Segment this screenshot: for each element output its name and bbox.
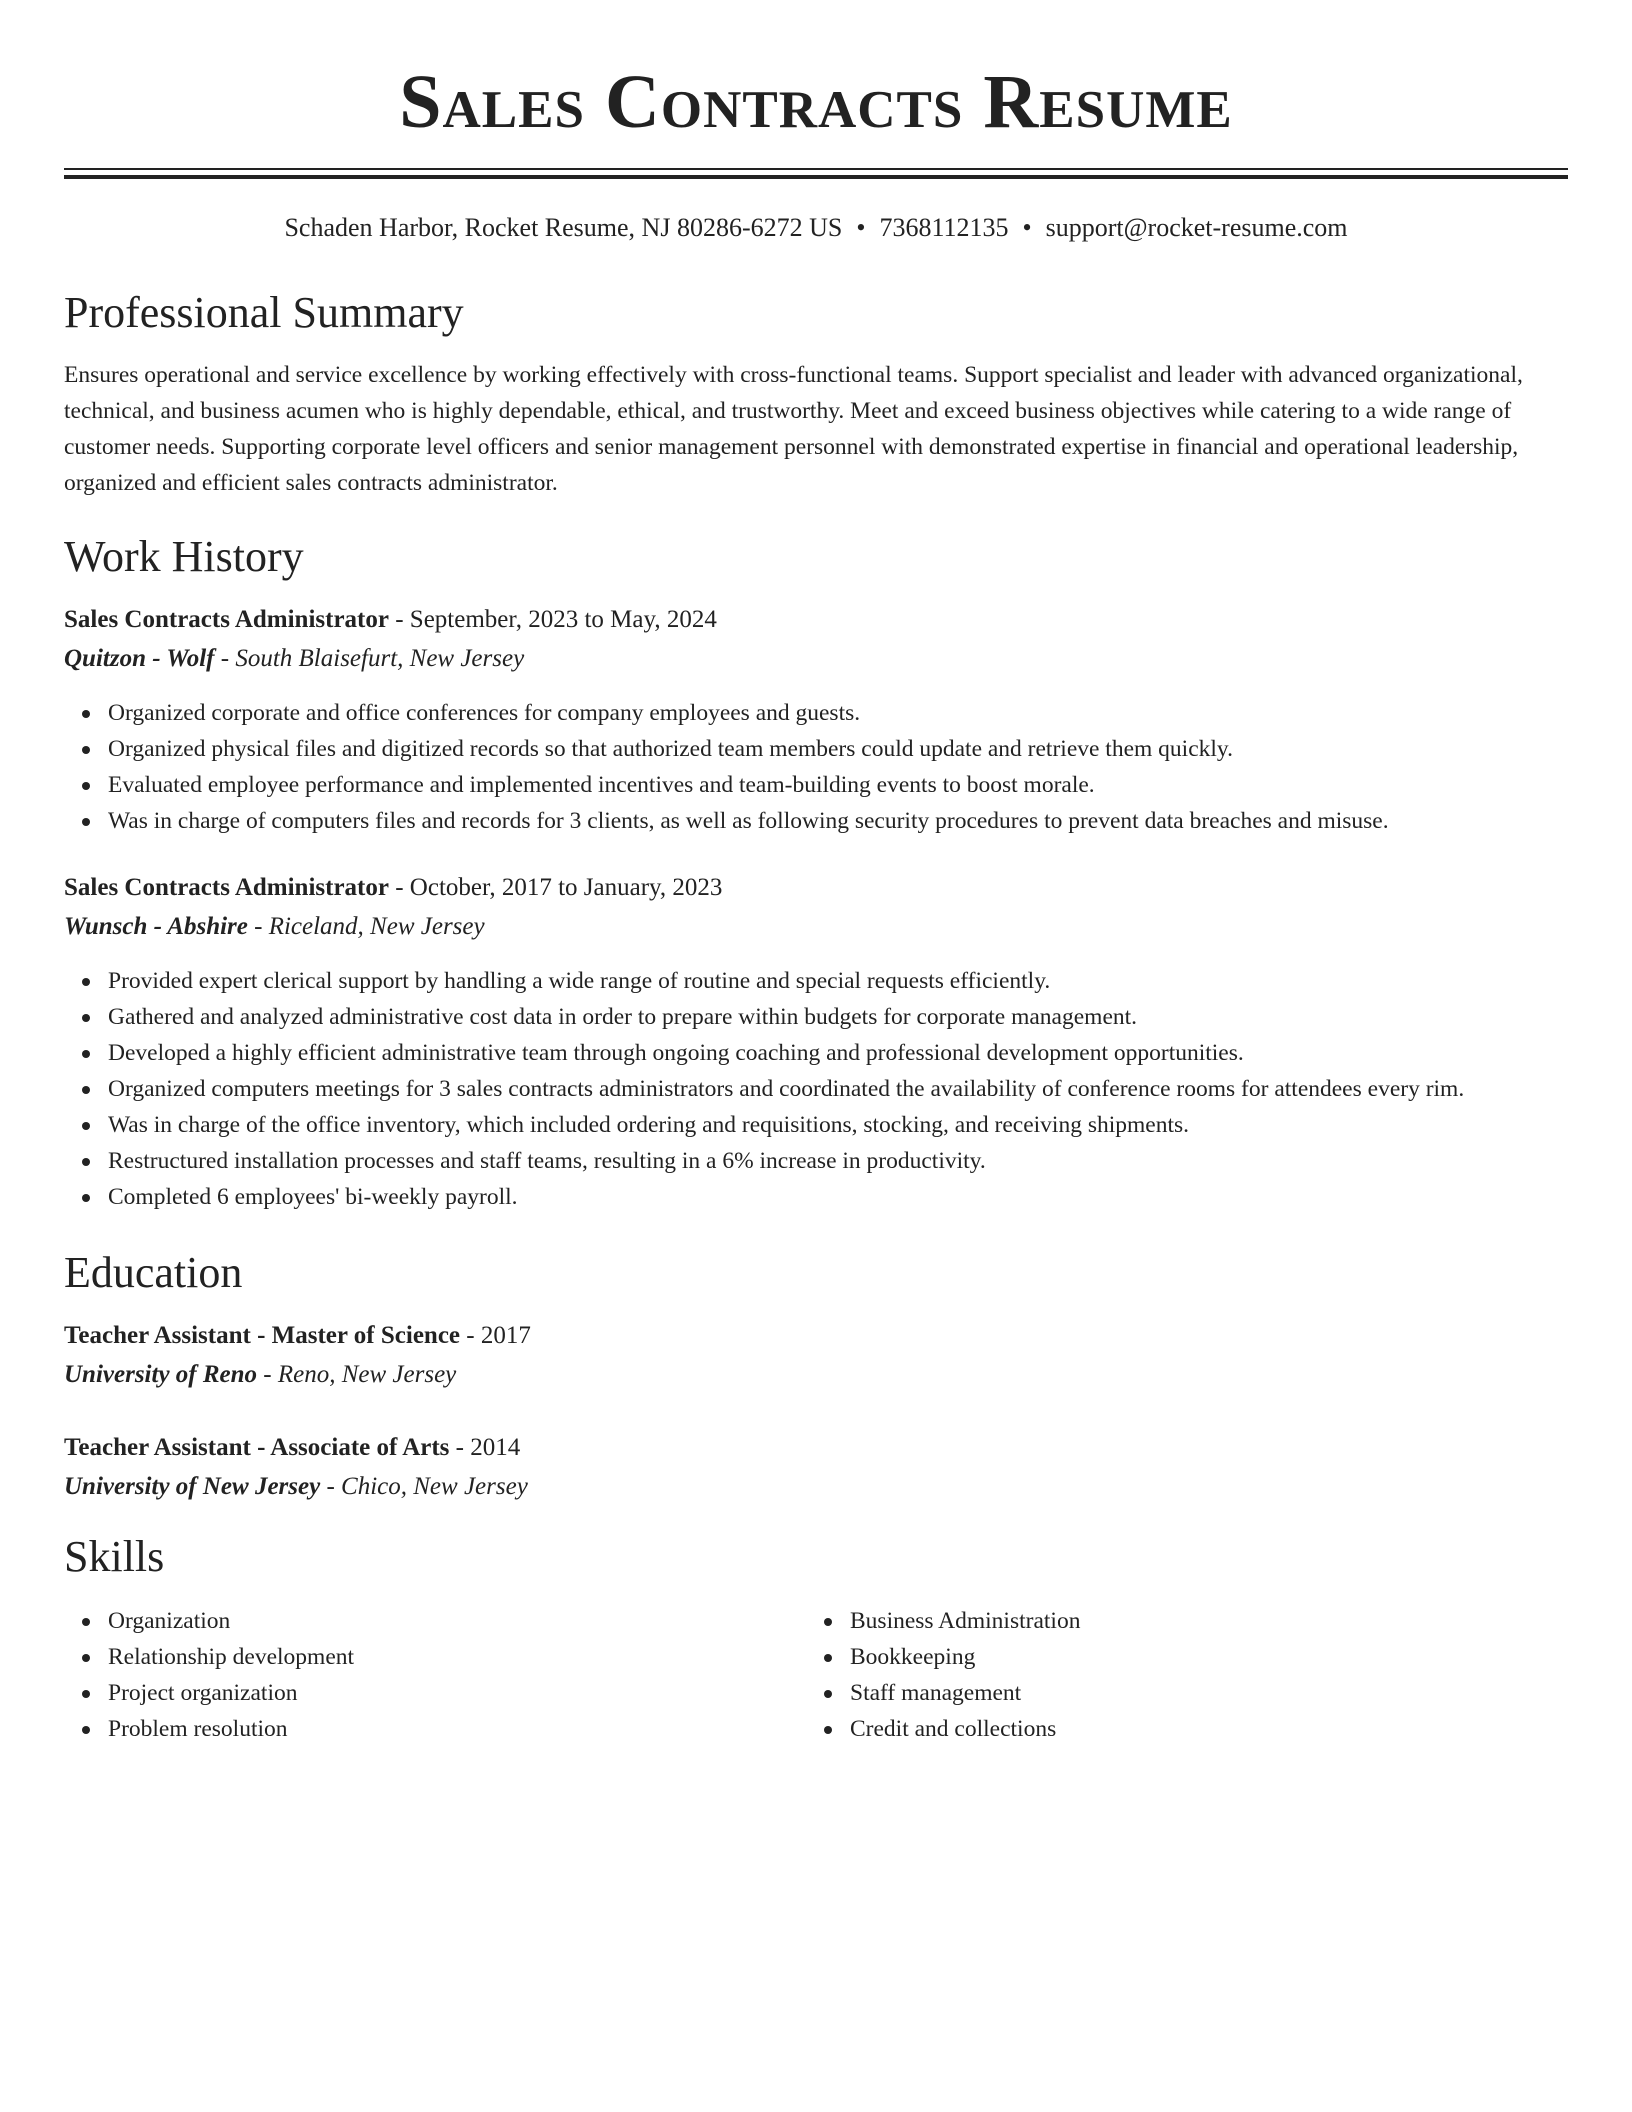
degree-year: - 2014 [449, 1434, 521, 1461]
job-location: - Riceland, New Jersey [247, 913, 485, 940]
skill-item: Credit and collections [850, 1711, 1548, 1747]
school-location: - Chico, New Jersey [320, 1473, 528, 1500]
contact-separator: • [856, 213, 866, 242]
job-title: Sales Contracts Administrator [64, 606, 389, 633]
list-item: Organized physical files and digitized records so that authorized team members could update and retrieve them quickly. [108, 731, 1568, 767]
job-company-line [64, 646, 1568, 671]
skill-item: Business Administration [850, 1603, 1548, 1639]
job-entry [64, 607, 1568, 839]
contact-email: support@rocket-resume.com [1045, 213, 1348, 242]
job-title: Sales Contracts Administrator [64, 874, 389, 901]
skill-item: Project organization [108, 1675, 806, 1711]
contact-phone: 7368112135 [879, 213, 1009, 242]
resume-title: Sales Contracts Resume [399, 60, 1233, 144]
job-duties-list [64, 963, 1568, 1215]
skill-item: Bookkeeping [850, 1639, 1548, 1675]
skill-item: Problem resolution [108, 1711, 806, 1747]
title-divider [64, 168, 1568, 179]
list-item: Developed a highly efficient administrative team through ongoing coaching and professional development opportunities. [108, 1035, 1568, 1071]
job-title-line [64, 875, 1568, 900]
skill-item: Organization [108, 1603, 806, 1639]
job-duties-list [64, 695, 1568, 839]
job-title-line [64, 607, 1568, 632]
degree-line [64, 1435, 1568, 1460]
list-item: Provided expert clerical support by handling a wide range of routine and special requests efficiently. [108, 963, 1568, 999]
degree-year: - 2017 [460, 1322, 531, 1349]
contact-separator: • [1022, 213, 1032, 242]
job-dates: - October, 2017 to January, 2023 [388, 874, 723, 901]
list-item: Was in charge of computers files and records for 3 clients, as well as following security procedures to prevent data breaches and misuse. [108, 803, 1568, 839]
list-item: Organized corporate and office conferences for company employees and guests. [108, 695, 1568, 731]
education-entry [64, 1323, 1568, 1387]
school-line [64, 1362, 1568, 1387]
school-name: University of New Jersey [64, 1473, 321, 1500]
list-item: Restructured installation processes and staff teams, resulting in a 6% increase in productivity. [108, 1143, 1568, 1179]
list-item: Organized computers meetings for 3 sales contracts administrators and coordinated the availability of conference rooms for attendees every rim. [108, 1071, 1568, 1107]
school-line [64, 1474, 1568, 1499]
skills-list-left [64, 1603, 806, 1747]
job-company: Wunsch - Abshire [64, 913, 248, 940]
contact-address: Schaden Harbor, Rocket Resume, NJ 80286-6272 US [284, 213, 843, 242]
contact-line [64, 215, 1568, 241]
skills-list-right [806, 1603, 1548, 1747]
education-heading: Education [64, 1248, 243, 1297]
skill-item: Staff management [850, 1675, 1548, 1711]
work-history-heading: Work History [64, 532, 304, 581]
education-entry [64, 1435, 1568, 1499]
job-company-line [64, 914, 1568, 939]
school-location: - Reno, New Jersey [257, 1361, 457, 1388]
list-item: Evaluated employee performance and implemented incentives and team-building events to boost morale. [108, 767, 1568, 803]
job-entry [64, 875, 1568, 1215]
degree-title: Teacher Assistant - Associate of Arts [64, 1434, 450, 1461]
degree-line [64, 1323, 1568, 1348]
list-item: Was in charge of the office inventory, which included ordering and requisitions, stocking, and receiving shipments. [108, 1107, 1568, 1143]
job-dates: - September, 2023 to May, 2024 [388, 606, 717, 633]
degree-title: Teacher Assistant - Master of Science [64, 1322, 461, 1349]
job-location: - South Blaisefurt, New Jersey [214, 645, 525, 672]
summary-text: Ensures operational and service excellence by working effectively with cross-functional teams. Support specialist and leader with advanced organizational, technical, and business acumen who is highly dependable, ethical, and trustworthy. Meet and exceed business objectives while catering to a wide range of customer needs. Supporting corporate level officers and senior management personnel with demonstrated expertise in financial and operational leadership, organized and efficient sales contracts administrator. [64, 362, 1523, 496]
summary-heading: Professional Summary [64, 288, 464, 337]
list-item: Completed 6 employees' bi-weekly payroll. [108, 1179, 1568, 1215]
skill-item: Relationship development [108, 1639, 806, 1675]
job-company: Quitzon - Wolf [64, 645, 215, 672]
skills-heading: Skills [64, 1532, 165, 1581]
list-item: Gathered and analyzed administrative cost data in order to prepare within budgets for corporate management. [108, 999, 1568, 1035]
skills-grid [64, 1603, 1568, 1747]
school-name: University of Reno [64, 1361, 258, 1388]
